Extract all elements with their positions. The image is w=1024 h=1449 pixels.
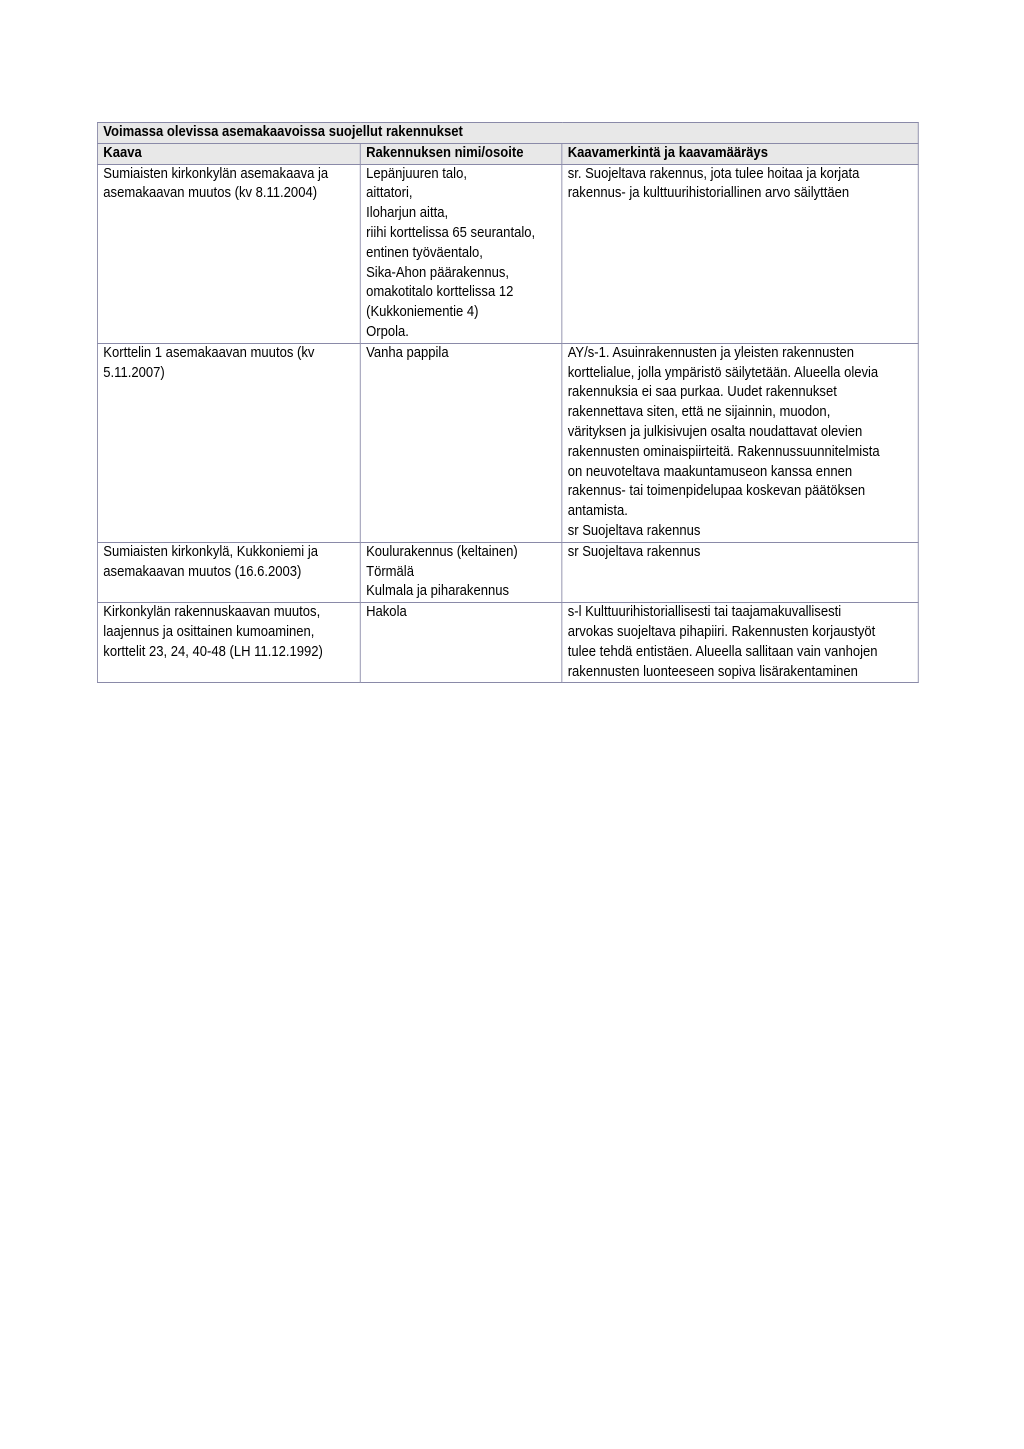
cell-maarays [562,542,918,602]
cell-rakennus [360,343,562,542]
cell-line: Sumiaisten kirkonkylä, Kukkoniemi ja [103,543,318,560]
cell-line: Iloharjun aitta, [366,205,449,222]
column-header-kaava: Kaava [97,143,360,164]
cell-kaava [97,542,360,602]
table-row [97,164,918,343]
cell-line: korttelit 23, 24, 40-48 (LH 11.12.1992) [103,643,323,660]
cell-line: 5.11.2007) [103,364,165,381]
cell-line: Korttelin 1 asemakaavan muutos (kv [103,344,315,361]
cell-line: entinen työväentalo, [366,244,483,261]
cell-line: arvokas suojeltava pihapiiri. Rakennusten korjaustyöt [567,623,876,640]
cell-line: Sumiaisten kirkonkylän asemakaava ja [103,165,329,182]
cell-line: (Kukkoniementie 4) [366,304,479,321]
cell-line: korttelialue, jolla ympäristö säilytetään. Alueella olevia [567,364,879,381]
cell-line: aittatori, [366,185,413,202]
cell-line: omakotitalo korttelissa 12 [366,284,514,301]
cell-line: Kirkonkylän rakennuskaavan muutos, [103,604,321,621]
cell-line: Koulurakennus (keltainen) [366,543,518,560]
cell-maarays [562,603,918,683]
cell-line: tulee tehdä entistäen. Alueella sallitaan vain vanhojen [567,643,878,660]
cell-line: sr Suojeltava rakennus [567,543,701,560]
cell-line: Törmälä [366,563,414,580]
table-row [97,343,918,542]
cell-line: rakennusten ominaispiirteitä. Rakennussuunnitelmista [567,443,880,460]
cell-rakennus [360,164,562,343]
cell-rakennus [360,603,562,683]
cell-line: rakennus- ja kulttuurihistoriallinen arvo säilyttäen [567,185,850,202]
cell-line: sr Suojeltava rakennus [567,522,701,539]
cell-line: Orpola. [366,323,409,340]
cell-kaava [97,164,360,343]
cell-line: rakennettava siten, että ne sijainnin, muodon, [567,404,831,421]
cell-line: asemakaavan muutos (16.6.2003) [103,563,302,580]
cell-line: Hakola [366,604,407,621]
cell-kaava [97,603,360,683]
cell-line: asemakaavan muutos (kv 8.11.2004) [103,185,318,202]
cell-line: Kulmala ja piharakennus [366,583,510,600]
column-header-rakennus: Rakennuksen nimi/osoite [360,143,562,164]
cell-kaava [97,343,360,542]
cell-line: rakennuksia ei saa purkaa. Uudet rakennukset [567,384,837,401]
protected-buildings-table [97,122,919,683]
cell-line: rakennus- tai toimenpidelupaa koskevan päätöksen [567,483,866,500]
column-header-maarays: Kaavamerkintä ja kaavamääräys [562,143,918,164]
table-row [97,603,918,683]
table-title-row [97,123,918,144]
cell-maarays [562,164,918,343]
cell-line: on neuvoteltava maakuntamuseon kanssa ennen [567,463,853,480]
cell-line: Lepänjuuren talo, [366,165,467,182]
cell-line: rakennusten luonteeseen sopiva lisärakentaminen [567,663,858,680]
table-header-row [97,143,918,164]
cell-line: Vanha pappila [366,344,449,361]
cell-line: AY/s-1. Asuinrakennusten ja yleisten rakennusten [567,344,855,361]
cell-line: sr. Suojeltava rakennus, jota tulee hoitaa ja korjata [567,165,860,182]
cell-line: Sika-Ahon päärakennus, [366,264,510,281]
cell-line: antamista. [567,503,628,520]
table-title: Voimassa olevissa asemakaavoissa suojellut rakennukset [97,123,918,144]
table-row [97,542,918,602]
cell-line: riihi korttelissa 65 seurantalo, [366,224,536,241]
table-body [97,123,918,683]
cell-line: laajennus ja osittainen kumoaminen, [103,623,315,640]
cell-maarays [562,343,918,542]
cell-line: s-l Kulttuurihistoriallisesti tai taajamakuvallisesti [567,604,842,621]
cell-rakennus [360,542,562,602]
cell-line: värityksen ja julkisivujen osalta noudattavat olevien [567,423,863,440]
